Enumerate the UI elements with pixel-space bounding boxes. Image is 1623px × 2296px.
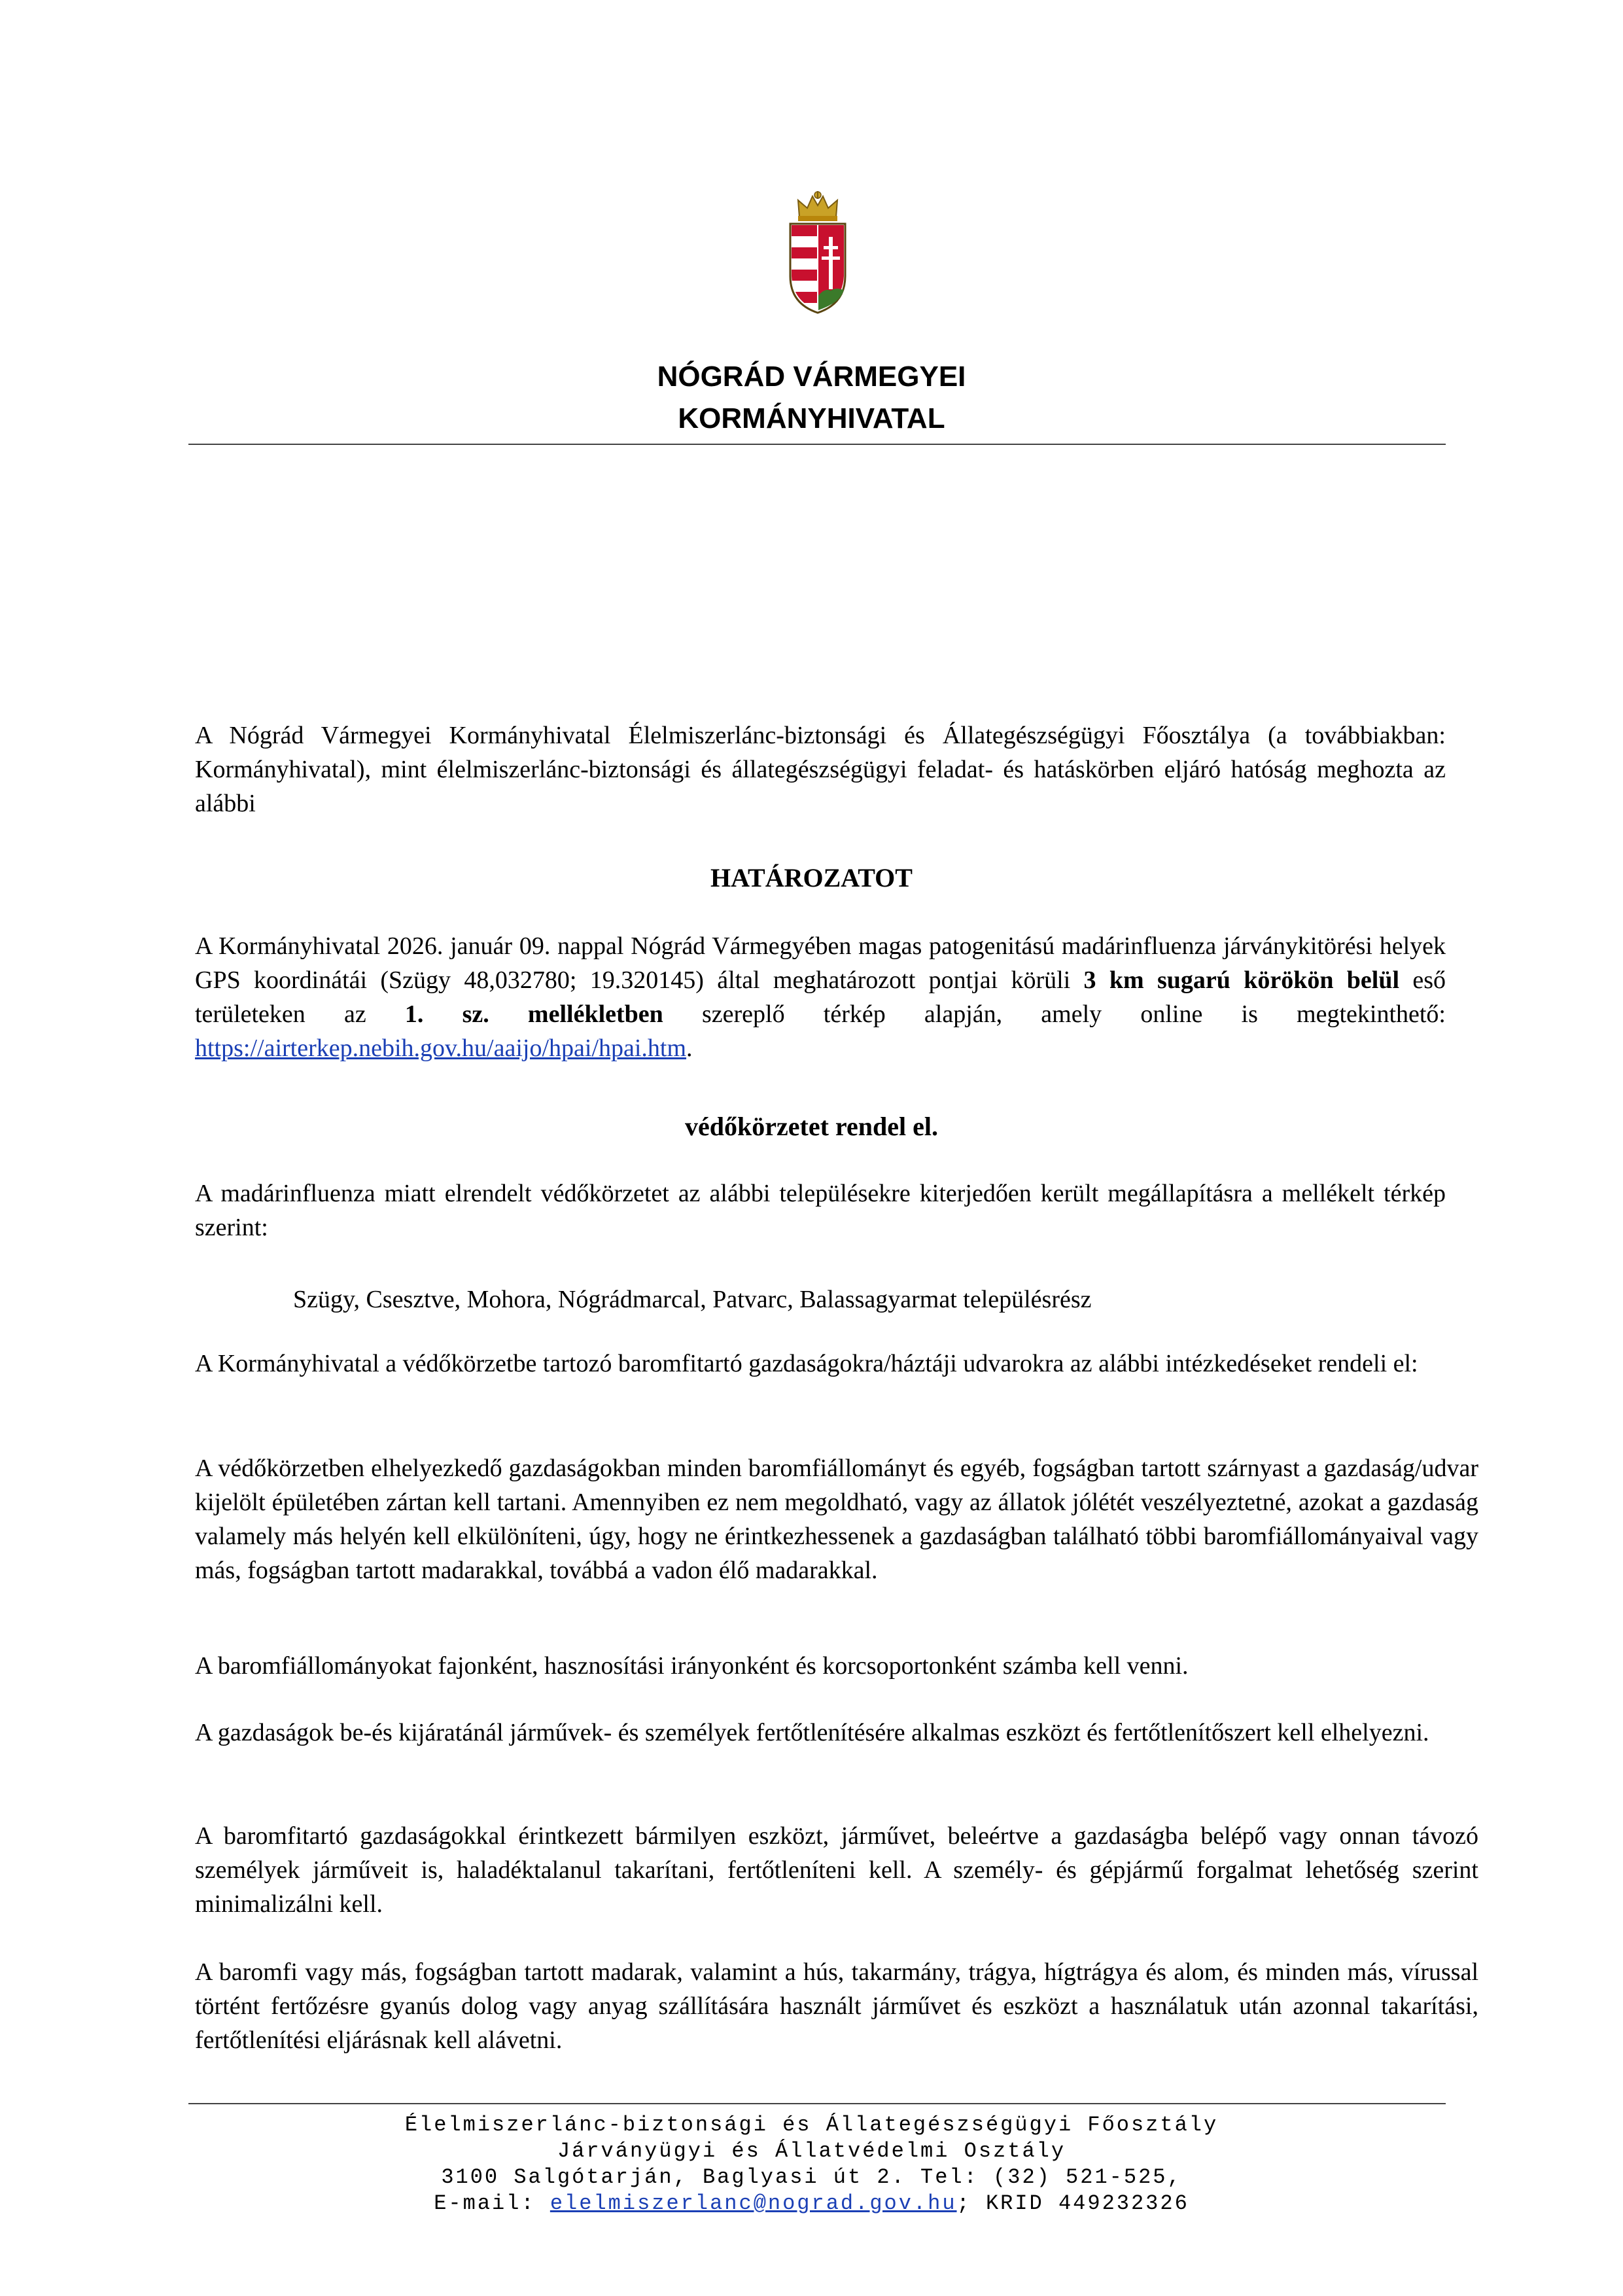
footer-email-link[interactable]: elelmiszerlanc@nograd.gov.hu bbox=[550, 2191, 957, 2216]
footer-krid: ; KRID 449232326 bbox=[956, 2191, 1189, 2216]
footer-department: Élelmiszerlánc-biztonsági és Állategészségügyi Főosztály bbox=[404, 2113, 1219, 2137]
intro-paragraph: A Nógrád Vármegyei Kormányhivatal Élelmiszerlánc-biztonsági és Állategészségügyi Főosztálya (a továbbiakban: Kormányhivatal), mint élelmiszerlánc-biztonsági és állategészségügyi feladat- és hatáskörben eljáró hatóság meghozta az alábbi bbox=[195, 722, 1446, 817]
decision-text-1: A Kormányhivatal 2026. január 09. nappal Nógrád Vármegyében magas patogenitású madárinfluenza járványkitörési helyek GPS koordinátái (Szügy 48,032780; 19.320145) által meghatározott pontjai körüli bbox=[195, 932, 1446, 994]
decision-heading: HATÁROZATOT bbox=[710, 863, 913, 892]
office-name-line2: KORMÁNYHIVATAL bbox=[678, 402, 945, 434]
measure-vehicle-cleaning-paragraph: A baromfitartó gazdaságokkal érintkezett bármilyen eszközt, járművet, beleértve a gazdaságba belépő vagy onnan távozó személyek járműveit is, haladéktalanul takarítani, fertőtleníteni kell. A személy- és gépjármű forgalmat lehetőség szerint minimalizálni kell. bbox=[195, 1822, 1478, 1918]
footer-divider bbox=[188, 2103, 1446, 2104]
measure-isolation-paragraph: A védőkörzetben elhelyezkedő gazdaságokban minden baromfiállományt és egyéb, fogságban tartott szárnyast a gazdaság/udvar kijelölt épületében zártan kell tartani. Amennyiben ez nem megoldható, vagy az állatok jólétét veszélyeztetné, azokat a gazdaság valamely más helyén kell elkülöníteni, úgy, hogy ne érintkezhessenek a gazdaságban található többi baromfiállományaival vagy más, fogságban tartott madarakkal, továbbá a vadon élő madarakkal. bbox=[195, 1455, 1478, 1584]
decision-annex: 1. sz. mellékletben bbox=[404, 1000, 663, 1028]
footer-unit: Járványügyi és Állatvédelmi Osztály bbox=[557, 2139, 1066, 2163]
decision-radius: 3 km sugarú körökön belül bbox=[1083, 966, 1400, 994]
measure-census-paragraph: A baromfiállományokat fajonként, hasznosítási irányonként és korcsoportonként számba kell venni. bbox=[195, 1652, 1189, 1680]
zone-heading: védőkörzetet rendel el. bbox=[685, 1112, 938, 1141]
footer-email-label: E-mail: bbox=[434, 2191, 550, 2216]
decision-paragraph bbox=[195, 929, 1446, 1065]
measure-transport-paragraph: A baromfi vagy más, fogságban tartott madarak, valamint a hús, takarmány, trágya, hígtrágya és alom, és minden más, vírussal történt fertőzésre gyanús dolog vagy anyag szállítására használt járművet és eszközt a használatuk után azonnal takarítási, fertőtlenítési eljárásnak kell alávetni. bbox=[195, 1958, 1478, 2054]
measures-intro-paragraph: A Kormányhivatal a védőkörzetbe tartozó baromfitartó gazdaságokra/háztáji udvarokra az alábbi intézkedéseket rendeli el: bbox=[195, 1350, 1418, 1377]
map-link[interactable]: https://airterkep.nebih.gov.hu/aaijo/hpai/hpai.htm bbox=[195, 1034, 687, 1062]
decision-text-2: eső területeken az bbox=[195, 966, 1446, 1028]
decision-end: . bbox=[686, 1034, 693, 1062]
zone-intro-paragraph: A madárinfluenza miatt elrendelt védőkörzetet az alábbi településekre kiterjedően került megállapításra a mellékelt térkép szerint: bbox=[195, 1180, 1446, 1241]
footer-address: 3100 Salgótarján, Baglyasi út 2. Tel: (32) 521-525, bbox=[441, 2165, 1182, 2189]
settlements-list: Szügy, Csesztve, Mohora, Nógrádmarcal, Patvarc, Balassagyarmat településrész bbox=[293, 1286, 1092, 1313]
measure-disinfection-point-paragraph: A gazdaságok be-és kijáratánál járművek- és személyek fertőtlenítésére alkalmas eszközt és fertőtlenítőszert kell elhelyezni. bbox=[195, 1719, 1429, 1746]
header-divider bbox=[188, 444, 1446, 445]
footer-contact bbox=[0, 2191, 1623, 2217]
office-name-line1: NÓGRÁD VÁRMEGYEI bbox=[657, 361, 966, 393]
hungarian-coat-of-arms-icon bbox=[785, 191, 850, 315]
decision-text-3: szereplő térkép alapján, amely online is megtekinthető: bbox=[663, 1000, 1446, 1028]
